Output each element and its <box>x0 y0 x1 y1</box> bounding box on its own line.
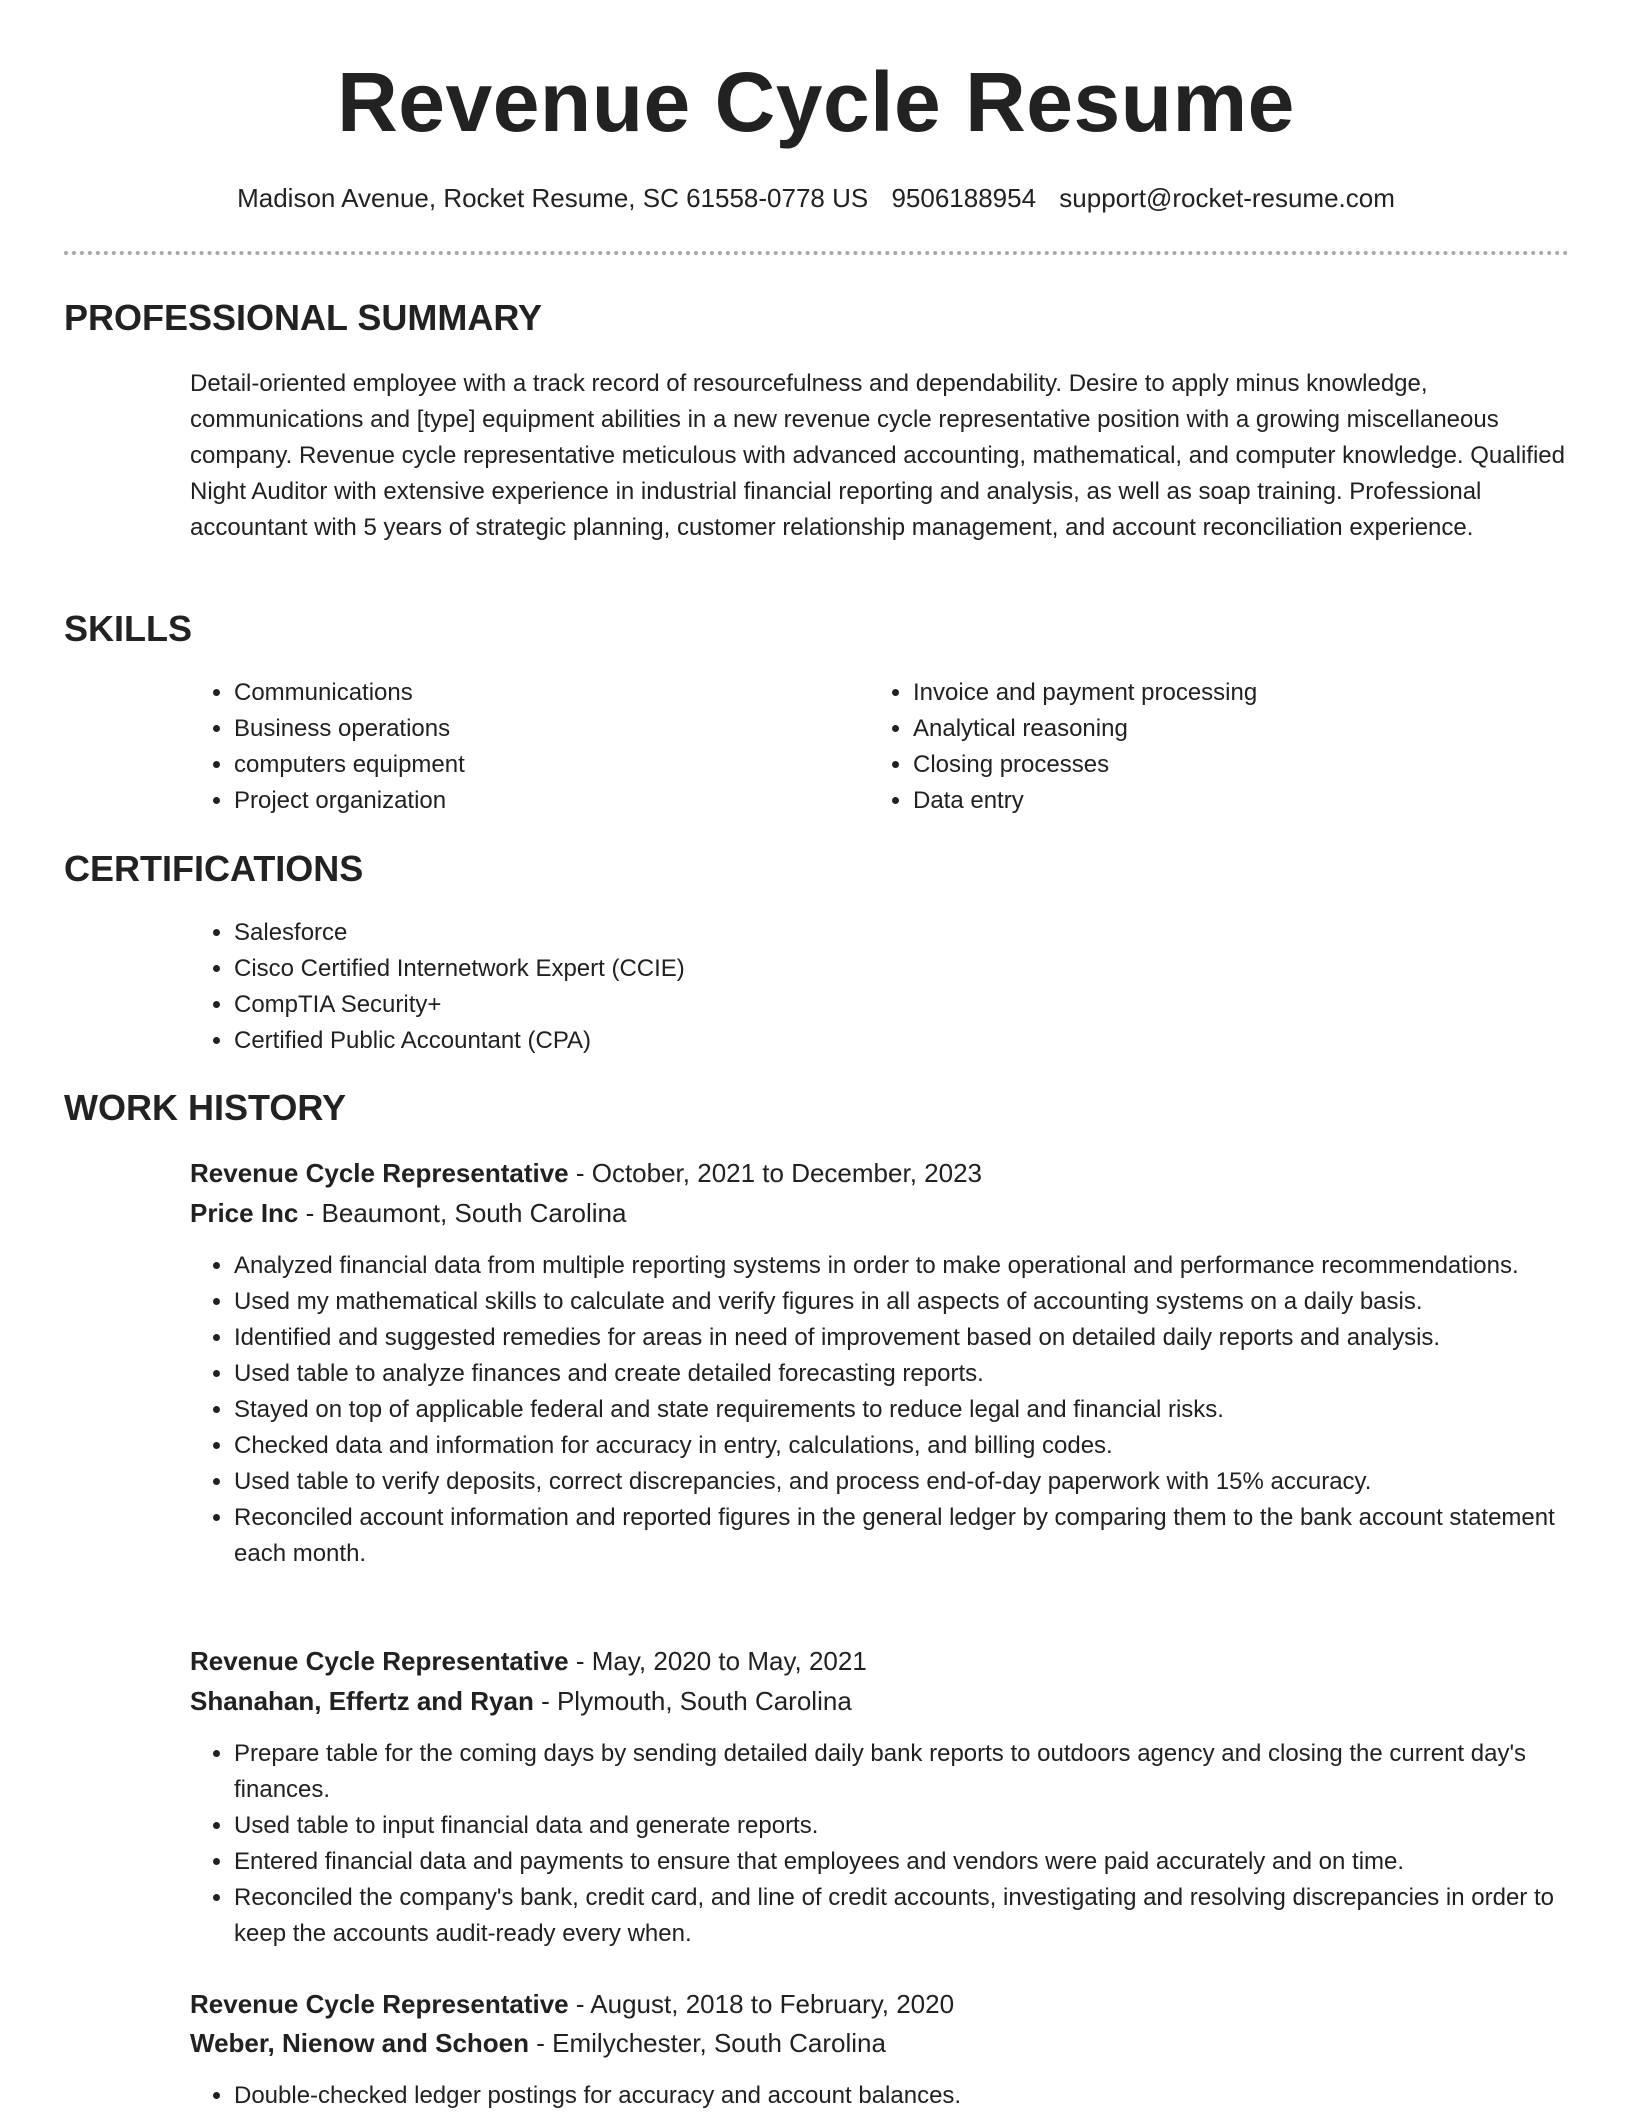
header-divider <box>64 251 1569 255</box>
job-bullets <box>190 1248 1574 1572</box>
phone-text: 9506188954 <box>891 183 1037 213</box>
skill-item: • Data entry <box>913 783 1563 819</box>
job-dates: - May, 2020 to May, 2021 <box>568 1646 867 1676</box>
job-bullet-item: • Used table to input financial data and generate reports. <box>234 1808 1574 1844</box>
job-company: Weber, Nienow and Schoen <box>190 2028 530 2058</box>
skill-item: • Closing processes <box>913 747 1563 783</box>
resume-title: Revenue Cycle Resume <box>337 55 1295 149</box>
job-bullet-item: • Analyzed financial data from multiple reporting systems in order to make operational and performance recommendations. <box>234 1248 1574 1284</box>
skills-list-left <box>190 675 834 819</box>
job-location: - Beaumont, South Carolina <box>298 1198 627 1228</box>
skill-item: • Business operations <box>234 711 834 747</box>
skill-item: • Invoice and payment processing <box>913 675 1563 711</box>
job-role: Revenue Cycle Representative <box>190 1989 569 2019</box>
skill-item: • Analytical reasoning <box>913 711 1563 747</box>
skill-item: • Project organization <box>234 783 834 819</box>
job-role: Revenue Cycle Representative <box>190 1646 569 1676</box>
skill-item: • computers equipment <box>234 747 834 783</box>
job-bullet-item: • Entered financial data and payments to ensure that employees and vendors were paid accurately and on time. <box>234 1844 1574 1880</box>
address-text: Madison Avenue, Rocket Resume, SC 61558-0778 US <box>237 183 869 213</box>
job-bullets <box>190 1736 1574 1952</box>
job-location: - Plymouth, South Carolina <box>533 1686 852 1716</box>
skill-item: • Communications <box>234 675 834 711</box>
certifications-heading: CERTIFICATIONS <box>64 848 364 889</box>
certification-item: • Salesforce <box>234 915 1534 951</box>
job-bullet-item: • Used table to verify deposits, correct discrepancies, and process end-of-day paperwork with 15% accuracy. <box>234 1464 1574 1500</box>
work-history-heading: WORK HISTORY <box>64 1087 347 1128</box>
job-bullet-item: • Reconciled account information and reported figures in the general ledger by comparing them to the bank account statement each month. <box>234 1500 1574 1572</box>
job-bullet-item: • Double-checked ledger postings for accuracy and account balances. <box>234 2078 1574 2114</box>
job-role: Revenue Cycle Representative <box>190 1158 569 1188</box>
job-bullet-item: • Checked data and information for accuracy in entry, calculations, and billing codes. <box>234 1428 1574 1464</box>
job-location: - Emilychester, South Carolina <box>529 2028 886 2058</box>
job-company-line <box>190 1681 852 1721</box>
job-title-line <box>190 1984 954 2024</box>
job-company: Price Inc <box>190 1198 299 1228</box>
certification-item: • Certified Public Accountant (CPA) <box>234 1023 1534 1059</box>
job-bullet-item: • Used table to analyze finances and create detailed forecasting reports. <box>234 1356 1574 1392</box>
job-title-line <box>190 1153 982 1193</box>
job-dates: - August, 2018 to February, 2020 <box>568 1989 955 2019</box>
job-bullet-item: • Identified and suggested remedies for areas in need of improvement based on detailed daily reports and analysis. <box>234 1320 1574 1356</box>
certification-item: • Cisco Certified Internetwork Expert (CCIE) <box>234 951 1534 987</box>
job-bullet-item: • Stayed on top of applicable federal and state requirements to reduce legal and financial risks. <box>234 1392 1574 1428</box>
contact-line <box>0 180 1632 216</box>
summary-heading: PROFESSIONAL SUMMARY <box>64 297 543 338</box>
certification-item: • CompTIA Security+ <box>234 987 1534 1023</box>
job-company-line <box>190 1193 626 1233</box>
job-company: Shanahan, Effertz and Ryan <box>190 1686 534 1716</box>
skills-heading: SKILLS <box>64 608 193 649</box>
certifications-list <box>190 915 1534 1059</box>
job-bullet-item: • Used my mathematical skills to calculate and verify figures in all aspects of accounting systems on a daily basis. <box>234 1284 1574 1320</box>
job-dates: - October, 2021 to December, 2023 <box>568 1158 982 1188</box>
summary-text: Detail-oriented employee with a track record of resourcefulness and dependability. Desire to apply minus knowledge, communications and [type] equipment abilities in a new revenue cycle representative position with a growing miscellaneous company. Revenue cycle representative meticulous with advanced accounting, mathematical, and computer knowledge. Qualified Night Auditor with extensive experience in industrial financial reporting and analysis, as well as soap training. Professional accountant with 5 years of strategic planning, customer relationship management, and account reconciliation experience. <box>190 370 1565 541</box>
job-title-line <box>190 1641 867 1681</box>
job-bullet-item: • Reconciled the company's bank, credit card, and line of credit accounts, investigating and resolving discrepancies in order to keep the accounts audit-ready every when. <box>234 1880 1574 1952</box>
job-bullet-item: • Prepare table for the coming days by sending detailed daily bank reports to outdoors agency and closing the current day's finances. <box>234 1736 1574 1808</box>
job-bullets <box>190 2078 1574 2114</box>
job-company-line <box>190 2023 886 2063</box>
skills-list-right <box>869 675 1563 819</box>
email-text: support@rocket-resume.com <box>1059 183 1395 213</box>
